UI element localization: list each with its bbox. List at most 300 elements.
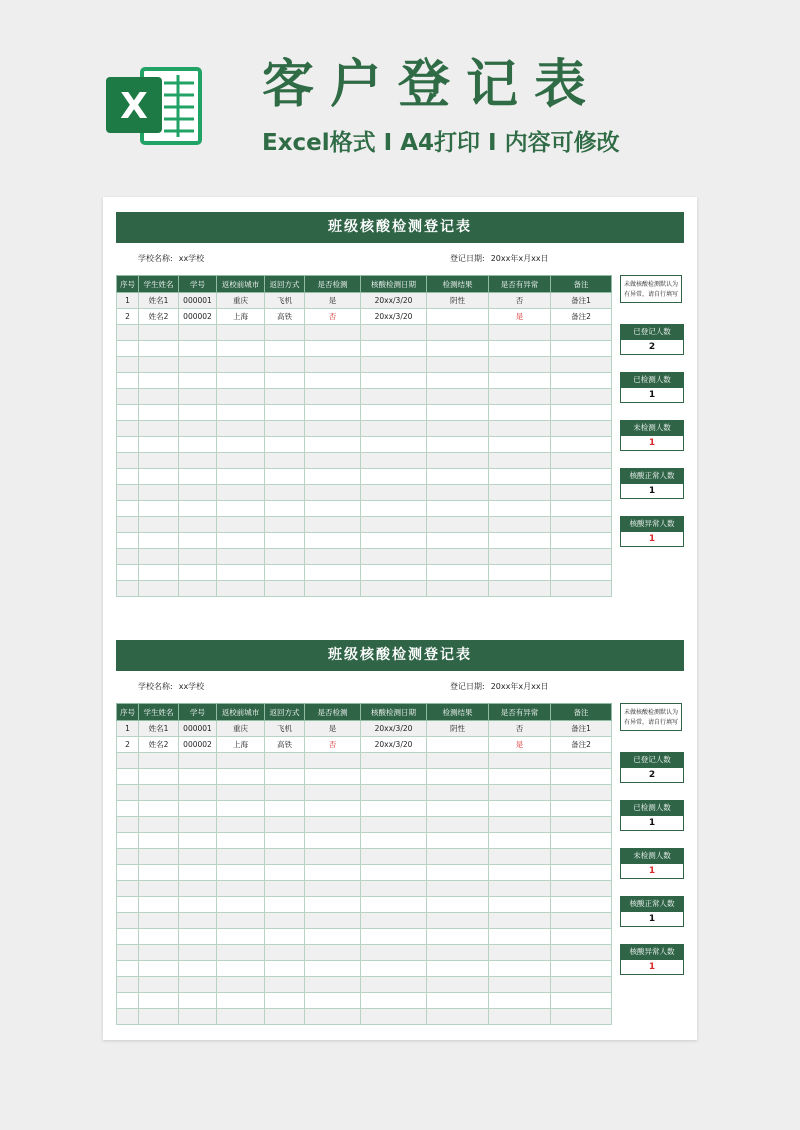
table-cell[interactable]	[179, 565, 217, 581]
table-cell[interactable]	[361, 881, 427, 897]
table-cell[interactable]	[361, 469, 427, 485]
table-cell[interactable]: 上海	[217, 737, 265, 753]
table-cell[interactable]	[361, 785, 427, 801]
table-cell[interactable]	[305, 865, 361, 881]
table-cell[interactable]	[265, 977, 305, 993]
table-cell[interactable]	[489, 581, 551, 597]
table-cell[interactable]	[361, 421, 427, 437]
table-cell[interactable]	[427, 517, 489, 533]
table-cell[interactable]	[361, 501, 427, 517]
table-cell[interactable]: 备注2	[551, 309, 612, 325]
table-cell[interactable]	[427, 945, 489, 961]
table-cell[interactable]	[427, 389, 489, 405]
table-cell[interactable]	[139, 961, 179, 977]
table-cell[interactable]	[265, 897, 305, 913]
table-cell[interactable]	[305, 341, 361, 357]
table-cell[interactable]	[305, 373, 361, 389]
table-cell[interactable]	[179, 405, 217, 421]
table-cell[interactable]	[217, 405, 265, 421]
table-cell[interactable]	[427, 833, 489, 849]
table-cell[interactable]	[265, 929, 305, 945]
table-cell[interactable]	[117, 373, 139, 389]
table-cell[interactable]: 是	[305, 721, 361, 737]
table-cell[interactable]	[217, 501, 265, 517]
table-cell[interactable]: 20xx/3/20	[361, 721, 427, 737]
table-cell[interactable]	[489, 549, 551, 565]
table-cell[interactable]	[117, 881, 139, 897]
table-cell[interactable]	[179, 373, 217, 389]
table-cell[interactable]	[217, 785, 265, 801]
table-cell[interactable]	[489, 865, 551, 881]
table-cell[interactable]: 是	[305, 293, 361, 309]
table-cell[interactable]	[139, 753, 179, 769]
table-cell[interactable]	[361, 801, 427, 817]
table-cell[interactable]	[551, 897, 612, 913]
table-cell[interactable]	[361, 817, 427, 833]
table-cell[interactable]	[305, 389, 361, 405]
table-cell[interactable]	[265, 961, 305, 977]
table-cell[interactable]	[217, 977, 265, 993]
table-cell[interactable]	[361, 325, 427, 341]
table-cell[interactable]	[305, 769, 361, 785]
table-cell[interactable]: 2	[117, 737, 139, 753]
table-cell[interactable]	[489, 753, 551, 769]
table-cell[interactable]	[265, 993, 305, 1009]
table-cell[interactable]	[179, 833, 217, 849]
table-cell[interactable]	[179, 913, 217, 929]
table-cell[interactable]	[305, 801, 361, 817]
table-cell[interactable]	[179, 389, 217, 405]
table-cell[interactable]	[427, 769, 489, 785]
table-cell[interactable]	[179, 945, 217, 961]
table-cell[interactable]: 1	[117, 721, 139, 737]
table-cell[interactable]	[427, 485, 489, 501]
table-cell[interactable]	[179, 437, 217, 453]
table-cell[interactable]	[179, 325, 217, 341]
table-cell[interactable]	[551, 565, 612, 581]
table-cell[interactable]	[217, 817, 265, 833]
table-cell[interactable]	[117, 849, 139, 865]
table-cell[interactable]	[139, 325, 179, 341]
table-cell[interactable]: 备注1	[551, 721, 612, 737]
table-cell[interactable]	[217, 325, 265, 341]
table-cell[interactable]	[217, 769, 265, 785]
table-cell[interactable]	[117, 421, 139, 437]
table-cell[interactable]	[179, 897, 217, 913]
table-cell[interactable]	[305, 357, 361, 373]
table-cell[interactable]	[305, 485, 361, 501]
table-cell[interactable]	[217, 357, 265, 373]
table-cell[interactable]	[217, 1009, 265, 1025]
table-cell[interactable]	[305, 961, 361, 977]
table-cell[interactable]	[427, 309, 489, 325]
table-cell[interactable]	[179, 961, 217, 977]
table-cell[interactable]	[489, 485, 551, 501]
table-cell[interactable]	[117, 865, 139, 881]
table-cell[interactable]	[217, 897, 265, 913]
table-cell[interactable]	[427, 753, 489, 769]
table-cell[interactable]: 阴性	[427, 293, 489, 309]
table-cell[interactable]	[265, 769, 305, 785]
table-cell[interactable]	[117, 389, 139, 405]
table-cell[interactable]	[305, 897, 361, 913]
table-cell[interactable]	[179, 753, 217, 769]
table-cell[interactable]	[551, 485, 612, 501]
table-cell[interactable]	[427, 881, 489, 897]
table-cell[interactable]	[489, 357, 551, 373]
table-cell[interactable]	[305, 501, 361, 517]
table-cell[interactable]	[139, 993, 179, 1009]
table-cell[interactable]	[117, 897, 139, 913]
table-cell[interactable]	[117, 769, 139, 785]
table-cell[interactable]: 000001	[179, 293, 217, 309]
table-cell[interactable]	[551, 993, 612, 1009]
table-cell[interactable]	[139, 421, 179, 437]
table-cell[interactable]	[217, 801, 265, 817]
table-cell[interactable]	[305, 533, 361, 549]
table-cell[interactable]: 备注2	[551, 737, 612, 753]
table-cell[interactable]	[179, 865, 217, 881]
table-cell[interactable]	[489, 437, 551, 453]
table-cell[interactable]: 阴性	[427, 721, 489, 737]
table-cell[interactable]: 高铁	[265, 737, 305, 753]
table-cell[interactable]	[427, 341, 489, 357]
table-cell[interactable]	[265, 357, 305, 373]
table-cell[interactable]	[139, 581, 179, 597]
table-cell[interactable]	[361, 373, 427, 389]
table-cell[interactable]	[179, 977, 217, 993]
table-cell[interactable]	[489, 533, 551, 549]
table-cell[interactable]	[139, 801, 179, 817]
table-cell[interactable]	[489, 469, 551, 485]
table-cell[interactable]	[427, 1009, 489, 1025]
table-cell[interactable]: 姓名1	[139, 293, 179, 309]
table-cell[interactable]	[117, 961, 139, 977]
table-cell[interactable]	[179, 785, 217, 801]
table-cell[interactable]	[117, 817, 139, 833]
table-cell[interactable]	[551, 469, 612, 485]
table-cell[interactable]	[265, 549, 305, 565]
table-cell[interactable]	[361, 1009, 427, 1025]
table-cell[interactable]	[305, 437, 361, 453]
table-cell[interactable]	[361, 453, 427, 469]
table-cell[interactable]	[489, 565, 551, 581]
table-cell[interactable]	[305, 549, 361, 565]
table-cell[interactable]	[217, 517, 265, 533]
table-cell[interactable]	[361, 993, 427, 1009]
table-cell[interactable]	[117, 1009, 139, 1025]
table-cell[interactable]	[265, 517, 305, 533]
table-cell[interactable]	[305, 945, 361, 961]
table-cell[interactable]	[305, 849, 361, 865]
table-cell[interactable]	[217, 373, 265, 389]
table-cell[interactable]	[217, 753, 265, 769]
table-cell[interactable]	[179, 929, 217, 945]
table-cell[interactable]	[117, 581, 139, 597]
table-cell[interactable]	[117, 501, 139, 517]
table-cell[interactable]	[489, 913, 551, 929]
table-cell[interactable]: 20xx/3/20	[361, 309, 427, 325]
table-cell[interactable]	[551, 785, 612, 801]
table-cell[interactable]	[305, 977, 361, 993]
table-cell[interactable]	[427, 357, 489, 373]
table-cell[interactable]	[361, 517, 427, 533]
table-cell[interactable]	[361, 865, 427, 881]
table-cell[interactable]	[489, 421, 551, 437]
table-cell[interactable]	[117, 945, 139, 961]
table-cell[interactable]	[427, 373, 489, 389]
table-cell[interactable]	[361, 913, 427, 929]
table-cell[interactable]	[117, 405, 139, 421]
table-cell[interactable]	[489, 389, 551, 405]
table-cell[interactable]	[489, 325, 551, 341]
table-cell[interactable]: 否	[305, 737, 361, 753]
table-cell[interactable]	[489, 945, 551, 961]
table-cell[interactable]	[305, 581, 361, 597]
table-cell[interactable]	[361, 753, 427, 769]
table-cell[interactable]	[427, 865, 489, 881]
table-cell[interactable]	[265, 865, 305, 881]
table-cell[interactable]	[427, 817, 489, 833]
table-cell[interactable]	[489, 993, 551, 1009]
table-cell[interactable]	[305, 325, 361, 341]
table-cell[interactable]	[551, 389, 612, 405]
table-cell[interactable]	[217, 849, 265, 865]
table-cell[interactable]: 上海	[217, 309, 265, 325]
table-cell[interactable]	[217, 549, 265, 565]
table-cell[interactable]	[361, 357, 427, 373]
table-cell[interactable]	[551, 517, 612, 533]
table-cell[interactable]: 姓名2	[139, 737, 179, 753]
table-cell[interactable]	[179, 581, 217, 597]
table-cell[interactable]	[265, 945, 305, 961]
table-cell[interactable]	[489, 373, 551, 389]
table-cell[interactable]: 高铁	[265, 309, 305, 325]
table-cell[interactable]	[217, 533, 265, 549]
table-cell[interactable]	[179, 769, 217, 785]
table-cell[interactable]	[305, 469, 361, 485]
table-cell[interactable]	[489, 833, 551, 849]
table-cell[interactable]	[305, 785, 361, 801]
table-cell[interactable]	[489, 977, 551, 993]
table-cell[interactable]	[427, 533, 489, 549]
table-cell[interactable]	[551, 437, 612, 453]
table-cell[interactable]	[427, 785, 489, 801]
table-cell[interactable]	[139, 485, 179, 501]
table-cell[interactable]	[427, 501, 489, 517]
table-cell[interactable]	[265, 405, 305, 421]
table-cell[interactable]: 姓名2	[139, 309, 179, 325]
table-cell[interactable]	[427, 421, 489, 437]
table-cell[interactable]	[139, 897, 179, 913]
table-cell[interactable]	[179, 881, 217, 897]
table-cell[interactable]	[361, 977, 427, 993]
table-cell[interactable]	[265, 325, 305, 341]
table-cell[interactable]	[139, 405, 179, 421]
table-cell[interactable]	[179, 849, 217, 865]
table-cell[interactable]	[117, 485, 139, 501]
table-cell[interactable]	[489, 769, 551, 785]
table-cell[interactable]	[179, 341, 217, 357]
table-cell[interactable]	[265, 913, 305, 929]
table-cell[interactable]: 20xx/3/20	[361, 737, 427, 753]
table-cell[interactable]	[179, 485, 217, 501]
table-cell[interactable]	[179, 549, 217, 565]
table-cell[interactable]	[139, 533, 179, 549]
table-cell[interactable]	[139, 517, 179, 533]
table-cell[interactable]: 000001	[179, 721, 217, 737]
table-cell[interactable]	[265, 485, 305, 501]
table-cell[interactable]	[305, 753, 361, 769]
date-value[interactable]: 20xx年x月xx日	[490, 254, 549, 263]
table-cell[interactable]	[551, 753, 612, 769]
table-cell[interactable]	[179, 817, 217, 833]
table-cell[interactable]	[265, 581, 305, 597]
table-cell[interactable]	[427, 849, 489, 865]
table-cell[interactable]: 飞机	[265, 721, 305, 737]
table-cell[interactable]	[427, 549, 489, 565]
table-cell[interactable]	[361, 565, 427, 581]
table-cell[interactable]	[117, 517, 139, 533]
table-cell[interactable]	[489, 501, 551, 517]
table-cell[interactable]	[265, 801, 305, 817]
table-cell[interactable]	[179, 421, 217, 437]
table-cell[interactable]	[265, 833, 305, 849]
table-cell[interactable]	[179, 501, 217, 517]
table-cell[interactable]	[217, 341, 265, 357]
table-cell[interactable]	[265, 881, 305, 897]
table-cell[interactable]	[265, 849, 305, 865]
table-cell[interactable]	[427, 961, 489, 977]
table-cell[interactable]	[139, 1009, 179, 1025]
table-cell[interactable]: 否	[489, 721, 551, 737]
table-cell[interactable]: 飞机	[265, 293, 305, 309]
table-cell[interactable]: 备注1	[551, 293, 612, 309]
table-cell[interactable]	[489, 1009, 551, 1025]
table-cell[interactable]	[217, 833, 265, 849]
table-cell[interactable]	[117, 977, 139, 993]
table-cell[interactable]	[117, 533, 139, 549]
table-cell[interactable]	[217, 437, 265, 453]
table-cell[interactable]	[551, 405, 612, 421]
table-cell[interactable]	[427, 581, 489, 597]
table-cell[interactable]	[489, 929, 551, 945]
table-cell[interactable]: 2	[117, 309, 139, 325]
table-cell[interactable]	[217, 961, 265, 977]
table-cell[interactable]	[179, 1009, 217, 1025]
table-cell[interactable]	[551, 833, 612, 849]
table-cell[interactable]	[117, 469, 139, 485]
table-cell[interactable]	[179, 517, 217, 533]
table-cell[interactable]	[117, 801, 139, 817]
table-cell[interactable]	[361, 945, 427, 961]
table-cell[interactable]	[265, 817, 305, 833]
table-cell[interactable]: 是	[489, 309, 551, 325]
school-value[interactable]: xx学校	[178, 254, 205, 263]
table-cell[interactable]	[265, 421, 305, 437]
table-cell[interactable]	[179, 533, 217, 549]
table-cell[interactable]	[305, 565, 361, 581]
table-cell[interactable]	[361, 581, 427, 597]
table-cell[interactable]	[139, 357, 179, 373]
table-cell[interactable]	[551, 817, 612, 833]
table-cell[interactable]	[117, 833, 139, 849]
table-cell[interactable]	[117, 549, 139, 565]
table-cell[interactable]	[139, 373, 179, 389]
table-cell[interactable]	[265, 453, 305, 469]
table-cell[interactable]	[361, 437, 427, 453]
table-cell[interactable]: 姓名1	[139, 721, 179, 737]
table-cell[interactable]	[427, 565, 489, 581]
table-cell[interactable]	[139, 501, 179, 517]
table-cell[interactable]	[139, 977, 179, 993]
table-cell[interactable]	[139, 849, 179, 865]
table-cell[interactable]	[361, 961, 427, 977]
table-cell[interactable]	[551, 357, 612, 373]
table-cell[interactable]	[489, 961, 551, 977]
table-cell[interactable]	[139, 769, 179, 785]
table-cell[interactable]	[551, 849, 612, 865]
table-cell[interactable]	[117, 453, 139, 469]
table-cell[interactable]	[489, 453, 551, 469]
table-cell[interactable]	[179, 801, 217, 817]
table-cell[interactable]	[265, 533, 305, 549]
table-cell[interactable]	[551, 1009, 612, 1025]
table-cell[interactable]	[361, 769, 427, 785]
table-cell[interactable]	[361, 897, 427, 913]
table-cell[interactable]	[361, 533, 427, 549]
table-cell[interactable]	[305, 421, 361, 437]
table-cell[interactable]	[117, 357, 139, 373]
table-cell[interactable]	[117, 565, 139, 581]
table-cell[interactable]	[427, 913, 489, 929]
table-cell[interactable]	[139, 865, 179, 881]
table-cell[interactable]	[305, 405, 361, 421]
table-cell[interactable]	[551, 961, 612, 977]
table-cell[interactable]	[305, 929, 361, 945]
table-cell[interactable]	[265, 469, 305, 485]
table-cell[interactable]	[217, 945, 265, 961]
table-cell[interactable]	[361, 549, 427, 565]
table-cell[interactable]	[489, 817, 551, 833]
table-cell[interactable]	[551, 533, 612, 549]
table-cell[interactable]	[551, 421, 612, 437]
table-cell[interactable]	[361, 929, 427, 945]
table-cell[interactable]	[305, 517, 361, 533]
table-cell[interactable]	[139, 341, 179, 357]
table-cell[interactable]	[179, 453, 217, 469]
table-cell[interactable]	[117, 325, 139, 341]
table-cell[interactable]	[427, 977, 489, 993]
table-cell[interactable]	[139, 881, 179, 897]
table-cell[interactable]	[489, 785, 551, 801]
table-cell[interactable]	[361, 485, 427, 501]
table-cell[interactable]	[305, 1009, 361, 1025]
table-cell[interactable]	[217, 881, 265, 897]
table-cell[interactable]	[427, 897, 489, 913]
table-cell[interactable]	[551, 581, 612, 597]
table-cell[interactable]	[139, 453, 179, 469]
table-cell[interactable]	[265, 389, 305, 405]
table-cell[interactable]	[217, 865, 265, 881]
table-cell[interactable]	[117, 785, 139, 801]
table-cell[interactable]	[427, 801, 489, 817]
table-cell[interactable]	[179, 993, 217, 1009]
table-cell[interactable]: 1	[117, 293, 139, 309]
table-cell[interactable]: 重庆	[217, 293, 265, 309]
table-cell[interactable]	[217, 581, 265, 597]
table-cell[interactable]	[551, 865, 612, 881]
